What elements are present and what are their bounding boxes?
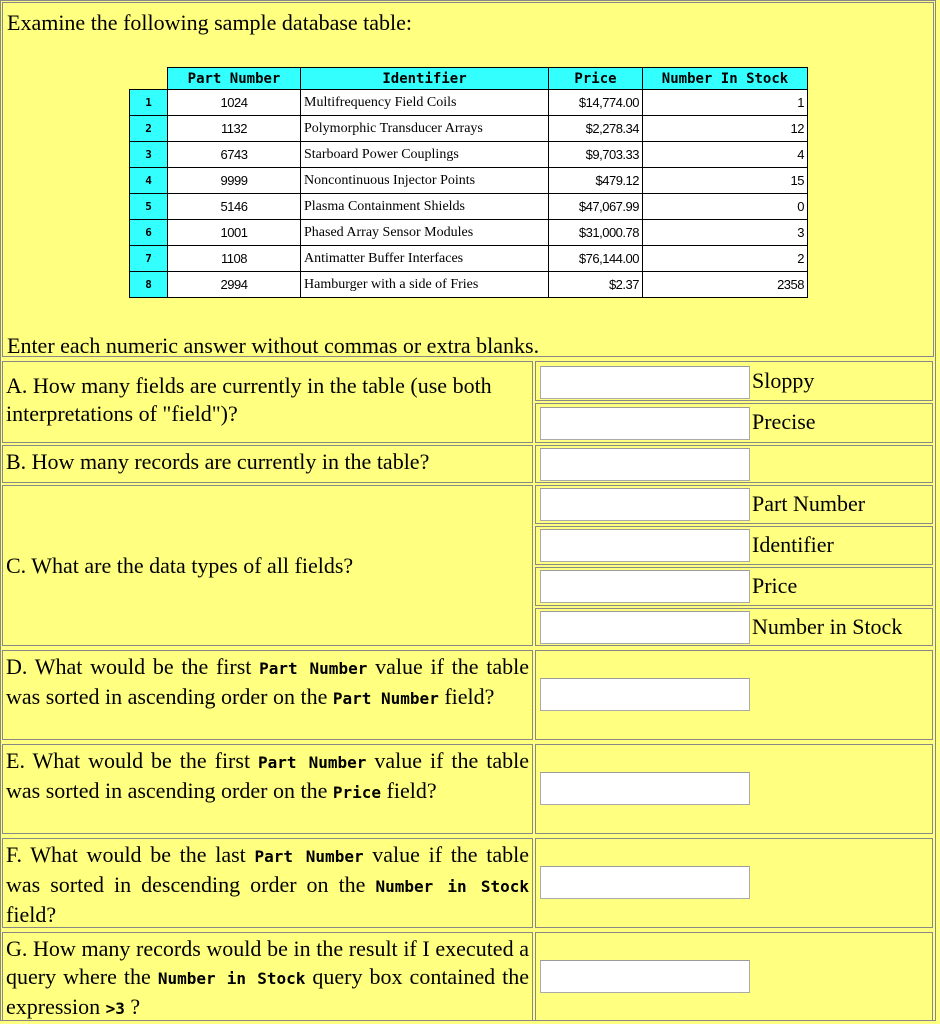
part-number-cell: 2994 — [168, 272, 301, 298]
question-d-text: D. What would be the first Part Number value if the table was sorted in ascending order on the Part Number field? — [6, 654, 529, 709]
table-row — [130, 116, 808, 142]
table-row — [130, 272, 808, 298]
price-cell: $2,278.34 — [549, 116, 643, 142]
intro-title: Examine the following sample database table: — [7, 10, 413, 35]
identifier-cell: Noncontinuous Injector Points — [301, 168, 549, 194]
price-cell: $31,000.78 — [549, 220, 643, 246]
question-c-text: C. What are the data types of all fields? — [6, 552, 354, 578]
table-row — [130, 142, 808, 168]
table-header-row — [130, 68, 808, 90]
question-a-cell — [2, 361, 533, 443]
part-number-cell: 1132 — [168, 116, 301, 142]
intro-panel — [2, 2, 934, 357]
column-header-number-in-stock: Number In Stock — [643, 68, 808, 90]
row-number: 6 — [130, 220, 168, 246]
stock-cell: 4 — [643, 142, 808, 168]
column-header-part-number: Part Number — [168, 68, 301, 90]
corner-cell — [130, 68, 168, 90]
question-b-text: B. How many records are currently in the table? — [6, 449, 430, 474]
price-cell: $2.37 — [549, 272, 643, 298]
part-number-type-label: Part Number — [752, 491, 866, 516]
question-d-cell — [2, 650, 533, 740]
question-e-text: E. What would be the first Part Number value if the table was sorted in ascending order on the Price field? — [6, 748, 529, 803]
part-number-cell: 1001 — [168, 220, 301, 246]
column-header-identifier: Identifier — [301, 68, 549, 90]
stock-cell: 12 — [643, 116, 808, 142]
number-in-stock-type-input[interactable] — [540, 611, 750, 644]
sloppy-label: Sloppy — [752, 368, 815, 393]
part-number-cell: 9999 — [168, 168, 301, 194]
price-type-input[interactable] — [540, 570, 750, 603]
question-f-text: F. What would be the last Part Number value if the table was sorted in descending order on the Number in Stock field? — [6, 842, 529, 927]
table-row — [130, 194, 808, 220]
price-cell: $47,067.99 — [549, 194, 643, 220]
identifier-cell: Starboard Power Couplings — [301, 142, 549, 168]
stock-cell: 2358 — [643, 272, 808, 298]
code-number-in-stock: Number in Stock — [157, 969, 306, 988]
price-type-label: Price — [752, 573, 798, 598]
price-cell: $9,703.33 — [549, 142, 643, 168]
row-number: 1 — [130, 90, 168, 116]
row-number: 4 — [130, 168, 168, 194]
last-part-number-input[interactable] — [540, 866, 750, 899]
table-row — [130, 220, 808, 246]
row-number: 7 — [130, 246, 168, 272]
price-cell: $479.12 — [549, 168, 643, 194]
identifier-cell: Hamburger with a side of Fries — [301, 272, 549, 298]
question-b-cell — [2, 445, 533, 483]
part-number-cell: 1108 — [168, 246, 301, 272]
code-expression: >3 — [105, 999, 125, 1018]
stock-cell: 2 — [643, 246, 808, 272]
question-a-text: A. How many fields are currently in the table (use both interpretations of "field")? — [6, 373, 492, 426]
records-answer-input[interactable] — [540, 448, 750, 481]
first-part-number-input[interactable] — [540, 678, 750, 711]
code-part-number: Part Number — [332, 689, 439, 708]
question-g-text: G. How many records would be in the result if I executed a query where the Number in Stock query box contained the expression >3 ? — [6, 936, 529, 1019]
code-number-in-stock: Number in Stock — [375, 877, 529, 896]
identifier-type-label: Identifier — [752, 532, 834, 557]
number-in-stock-type-label: Number in Stock — [752, 614, 903, 639]
stock-cell: 1 — [643, 90, 808, 116]
code-price: Price — [332, 783, 382, 802]
instructions-text: Enter each numeric answer without commas or extra blanks. — [7, 333, 540, 358]
code-part-number: Part Number — [254, 847, 364, 866]
identifier-cell: Phased Array Sensor Modules — [301, 220, 549, 246]
sample-database-table — [129, 67, 808, 298]
column-header-price: Price — [549, 68, 643, 90]
price-cell: $14,774.00 — [549, 90, 643, 116]
row-number: 2 — [130, 116, 168, 142]
code-part-number: Part Number — [258, 753, 367, 772]
stock-cell: 15 — [643, 168, 808, 194]
stock-cell: 3 — [643, 220, 808, 246]
identifier-type-input[interactable] — [540, 529, 750, 562]
precise-answer-input[interactable] — [540, 407, 750, 440]
identifier-cell: Plasma Containment Shields — [301, 194, 549, 220]
table-row — [130, 246, 808, 272]
row-number: 3 — [130, 142, 168, 168]
question-c-cell — [2, 485, 533, 646]
table-row — [130, 168, 808, 194]
part-number-type-input[interactable] — [540, 488, 750, 521]
row-number: 5 — [130, 194, 168, 220]
row-number: 8 — [130, 272, 168, 298]
query-result-count-input[interactable] — [540, 960, 750, 993]
table-row — [130, 90, 808, 116]
identifier-cell: Multifrequency Field Coils — [301, 90, 549, 116]
identifier-cell: Polymorphic Transducer Arrays — [301, 116, 549, 142]
price-cell: $76,144.00 — [549, 246, 643, 272]
precise-label: Precise — [752, 409, 816, 434]
first-part-number-by-price-input[interactable] — [540, 772, 750, 805]
sloppy-answer-input[interactable] — [540, 366, 750, 399]
part-number-cell: 1024 — [168, 90, 301, 116]
code-part-number: Part Number — [259, 659, 368, 678]
part-number-cell: 5146 — [168, 194, 301, 220]
stock-cell: 0 — [643, 194, 808, 220]
identifier-cell: Antimatter Buffer Interfaces — [301, 246, 549, 272]
part-number-cell: 6743 — [168, 142, 301, 168]
question-g-cell — [2, 932, 533, 1021]
question-f-cell — [2, 838, 533, 928]
question-e-cell — [2, 744, 533, 834]
